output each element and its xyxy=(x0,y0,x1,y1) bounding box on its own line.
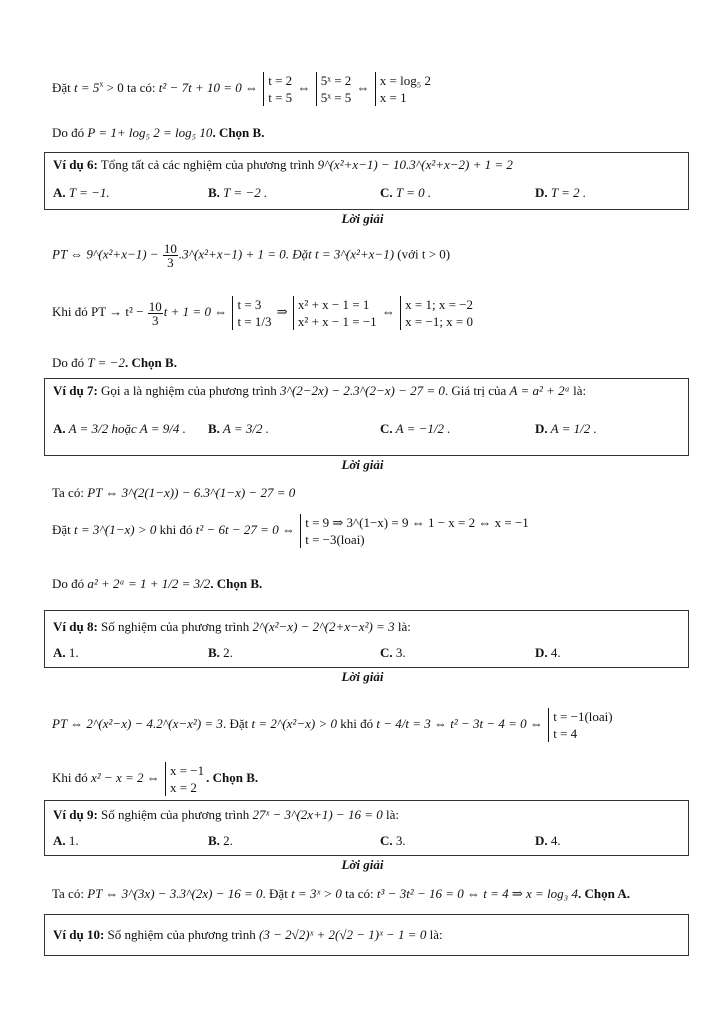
example-10-question: Ví dụ 10: Số nghiệm của phương trình (3 − 2√2)ˣ + 2(√2 − 1)ˣ − 1 = 0 là: xyxy=(53,927,443,942)
solution-8-line-2: Khi đó x² − x = 2 ⇔ x = −1 x = 2 . Chọn B. xyxy=(52,763,259,795)
solution-9-line-1: Ta có: PT ⇔ 3^(3x) − 3.3^(2x) − 16 = 0. Đặt t = 3ˣ > 0 ta có: t³ − 3t² − 16 = 0 ⇔ t = 4 ⇒ x = log₃ 4. Chọn A. xyxy=(52,886,630,901)
option-c: C. 3. xyxy=(380,645,406,660)
case-bracket: x = log₅ 2 x = 1 xyxy=(375,72,431,106)
example-8-question: Ví dụ 8: Số nghiệm của phương trình 2^(x²−x) − 2^(2+x−x²) = 3 là: xyxy=(53,619,411,634)
solution-6-line-1: PT ⇔ 9^(x²+x−1) − $\frac{10}{3}$ .3^(x²+x−1) + 1 = 0. Đặt t = 3^(x²+x−1) (với t > 0) xyxy=(52,241,451,270)
option-b: B. 2. xyxy=(208,833,233,848)
option-a: A. A = 3/2 hoặc A = 9/4 . xyxy=(53,421,186,436)
option-a: A. 1. xyxy=(53,645,79,660)
option-a: A. T = −1. xyxy=(53,185,110,200)
example-6-box xyxy=(44,152,689,210)
option-d: D. 4. xyxy=(535,645,561,660)
option-c: C. A = −1/2 . xyxy=(380,421,451,436)
option-a: A. 1. xyxy=(53,833,79,848)
option-b: B. 2. xyxy=(208,645,233,660)
example-9-question: Ví dụ 9: Số nghiệm của phương trình 27ˣ − 3^(2x+1) − 16 = 0 là: xyxy=(53,807,399,822)
example-7-question: Ví dụ 7: Gọi a là nghiệm của phương trình 3^(2−2x) − 2.3^(2−x) − 27 = 0. Giá trị của A = a² + 2ᵃ là: xyxy=(53,383,587,398)
example-8-box xyxy=(44,610,689,668)
example-10-box xyxy=(44,914,689,956)
solution-heading: Lời giải xyxy=(341,669,384,684)
option-c: C. 3. xyxy=(380,833,406,848)
example-9-box xyxy=(44,800,689,856)
solution-7-line-1: Ta có: PT ⇔ 3^(2(1−x)) − 6.3^(1−x) − 27 = 0 xyxy=(52,485,296,500)
case-bracket: 5ˣ = 2 5ˣ = 5 xyxy=(316,72,352,106)
solution-7-line-2: Đặt t = 3^(1−x) > 0 khi đó t² − 6t − 27 = 0 ⇔ t = 9 ⇒ 3^(1−x) = 9 ⇔ 1 − x = 2 ⇔ x = −1 t = −3(loai) xyxy=(52,515,529,547)
option-b: B. A = 3/2 . xyxy=(208,421,270,436)
option-b: B. T = −2 . xyxy=(208,185,268,200)
solution-line-1: Đặt $t = 5^x > 0$ ta có: t² − 7t + 10 = 0 ⇔ t = 2 t = 5 ⇔ 5ˣ = 2 5ˣ = 5 ⇔ x = log₅ 2 x = 1 xyxy=(52,73,432,105)
solution-heading: Lời giải xyxy=(341,857,384,872)
solution-line-2: Do đó P = 1+ log₅ 2 = log₅ 10. Chọn B. xyxy=(52,125,265,140)
option-d: D. 4. xyxy=(535,833,561,848)
case-bracket: t = 2 t = 5 xyxy=(263,72,292,106)
solution-8-line-1: PT ⇔ 2^(x²−x) − 4.2^(x−x²) = 3. Đặt t = 2^(x²−x) > 0 khi đó t − 4/t = 3 ⇔ t² − 3t − 4 = 0 ⇔ t = −1(loai) t = 4 xyxy=(52,709,613,741)
solution-heading: Lời giải xyxy=(341,211,384,226)
solution-6-line-3: Do đó T = −2. Chọn B. xyxy=(52,355,177,370)
example-7-box xyxy=(44,378,689,456)
example-6-question: Ví dụ 6: Tổng tất cả các nghiệm của phương trình 9^(x²+x−1) − 10.3^(x²+x−2) + 1 = 2 xyxy=(53,157,513,172)
solution-6-line-2: Khi đó PT → t² − $\frac{10}{3}$ t + 1 = 0 ⇔ t = 3 t = 1/3 ⇒ x² + x − 1 = 1 x² + x − 1 = −1 ⇔ x = 1; x = −2 x = −1; x = 0 xyxy=(52,297,474,329)
solution-heading: Lời giải xyxy=(341,457,384,472)
option-c: C. T = 0 . xyxy=(380,185,432,200)
option-d: D. A = 1/2 . xyxy=(535,421,597,436)
solution-7-line-3: Do đó a² + 2ᵃ = 1 + 1/2 = 3/2. Chọn B. xyxy=(52,576,263,591)
option-d: D. T = 2 . xyxy=(535,185,587,200)
